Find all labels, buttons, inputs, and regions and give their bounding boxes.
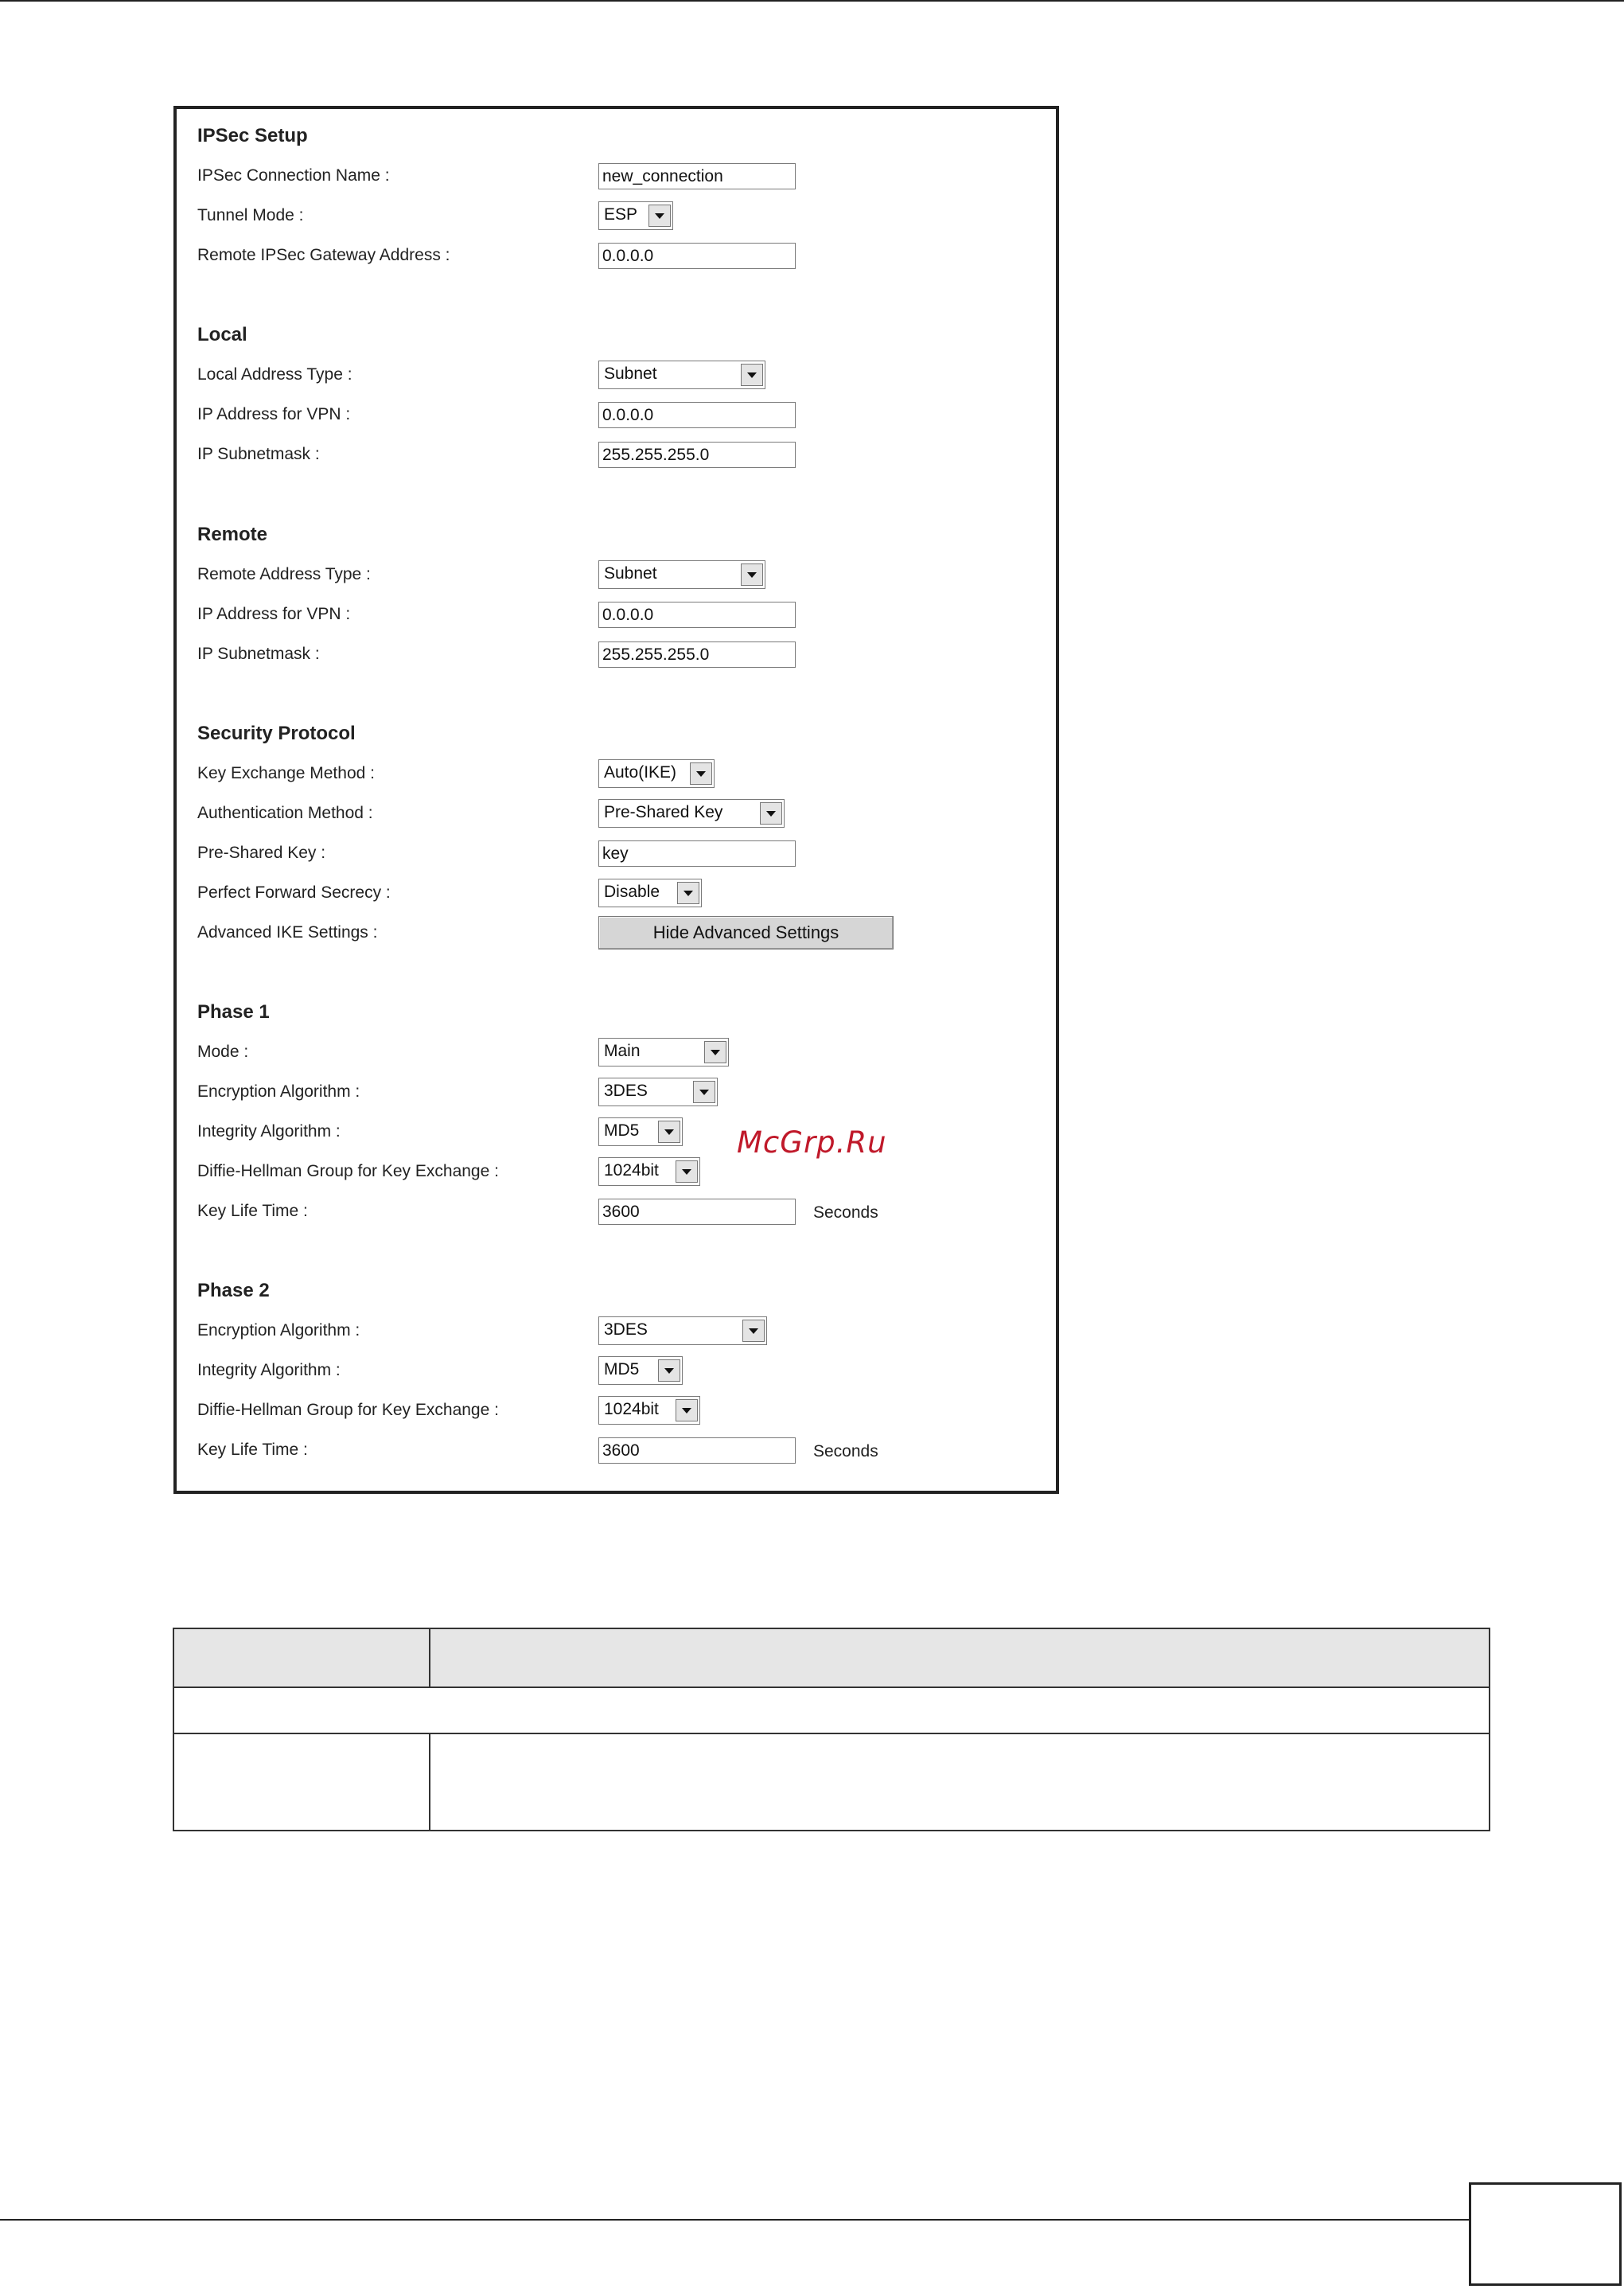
table-cell (430, 1733, 1490, 1831)
remote-address-type-select[interactable] (598, 560, 765, 589)
key-exchange-select[interactable] (598, 759, 715, 788)
gateway-address-label: Remote IPSec Gateway Address : (197, 246, 450, 264)
phase1-encryption-value: 3DES (604, 1082, 648, 1100)
phase1-key-life-input[interactable]: 3600 (598, 1199, 796, 1225)
phase1-integrity-select[interactable] (598, 1117, 683, 1146)
chevron-down-icon (676, 1160, 698, 1183)
remote-mask-input[interactable]: 255.255.255.0 (598, 641, 796, 668)
section-title-phase1: Phase 1 (197, 1001, 270, 1023)
chevron-down-icon (704, 1041, 726, 1063)
phase1-key-life-label: Key Life Time : (197, 1202, 308, 1220)
key-exchange-value: Auto(IKE) (604, 763, 677, 782)
phase1-mode-select[interactable] (598, 1038, 729, 1067)
phase1-dh-group-select[interactable] (598, 1157, 700, 1186)
phase1-integrity-label: Integrity Algorithm : (197, 1122, 341, 1141)
chevron-down-icon (760, 802, 782, 825)
phase2-integrity-select[interactable] (598, 1356, 683, 1385)
remote-mask-label: IP Subnetmask : (197, 645, 320, 663)
advanced-ike-label: Advanced IKE Settings : (197, 923, 378, 942)
ipsec-settings-panel (173, 106, 1059, 1494)
table-header-row (173, 1628, 1490, 1687)
phase1-encryption-select[interactable] (598, 1078, 718, 1106)
section-title-phase2: Phase 2 (197, 1280, 270, 1301)
phase1-mode-value: Main (604, 1042, 641, 1060)
local-mask-input[interactable]: 255.255.255.0 (598, 442, 796, 468)
phase2-key-life-label: Key Life Time : (197, 1441, 308, 1459)
chevron-down-icon (693, 1081, 715, 1103)
tunnel-mode-select[interactable] (598, 201, 673, 230)
phase2-key-life-unit: Seconds (813, 1442, 878, 1460)
gateway-address-input[interactable]: 0.0.0.0 (598, 243, 796, 269)
psk-input[interactable]: key (598, 840, 796, 867)
section-title-local: Local (197, 324, 247, 345)
table-cell (173, 1733, 430, 1831)
tunnel-mode-value: ESP (604, 205, 638, 224)
tunnel-mode-label: Tunnel Mode : (197, 206, 304, 224)
phase2-encryption-select[interactable] (598, 1316, 767, 1345)
phase2-dh-group-label: Diffie-Hellman Group for Key Exchange : (197, 1401, 499, 1419)
chevron-down-icon (648, 205, 671, 227)
page-number-box (1469, 2182, 1622, 2286)
table-header-cell (173, 1628, 430, 1687)
remote-ip-input[interactable]: 0.0.0.0 (598, 602, 796, 628)
hide-advanced-settings-button[interactable]: Hide Advanced Settings (598, 916, 894, 950)
phase1-key-life-unit: Seconds (813, 1203, 878, 1222)
chevron-down-icon (690, 762, 712, 785)
phase1-encryption-label: Encryption Algorithm : (197, 1082, 360, 1101)
local-address-type-label: Local Address Type : (197, 365, 352, 384)
psk-label: Pre-Shared Key : (197, 844, 326, 862)
chevron-down-icon (742, 1320, 765, 1342)
local-address-type-value: Subnet (604, 365, 657, 383)
phase2-dh-group-select[interactable] (598, 1396, 700, 1425)
pfs-label: Perfect Forward Secrecy : (197, 883, 391, 902)
chevron-down-icon (741, 563, 763, 586)
bottom-rule (0, 2219, 1469, 2221)
local-address-type-select[interactable] (598, 361, 765, 389)
phase1-integrity-value: MD5 (604, 1121, 640, 1140)
connection-name-label: IPSec Connection Name : (197, 166, 390, 185)
local-mask-label: IP Subnetmask : (197, 445, 320, 463)
top-rule (0, 0, 1624, 2)
chevron-down-icon (676, 1399, 698, 1421)
chevron-down-icon (658, 1359, 680, 1382)
table-row (173, 1733, 1490, 1831)
phase2-encryption-label: Encryption Algorithm : (197, 1321, 360, 1339)
local-ip-input[interactable]: 0.0.0.0 (598, 402, 796, 428)
phase1-dh-group-value: 1024bit (604, 1161, 659, 1180)
phase2-integrity-value: MD5 (604, 1360, 640, 1378)
section-title-ipsec-setup: IPSec Setup (197, 125, 308, 146)
auth-method-value: Pre-Shared Key (604, 803, 723, 821)
chevron-down-icon (677, 882, 699, 904)
pfs-select[interactable] (598, 879, 702, 907)
table-cell (173, 1687, 1490, 1733)
chevron-down-icon (658, 1121, 680, 1143)
chevron-down-icon (741, 364, 763, 386)
watermark: McGrp.Ru (737, 1125, 887, 1160)
key-exchange-label: Key Exchange Method : (197, 764, 375, 782)
phase2-encryption-value: 3DES (604, 1320, 648, 1339)
phase2-key-life-input[interactable]: 3600 (598, 1437, 796, 1464)
connection-name-input[interactable]: new_connection (598, 163, 796, 189)
auth-method-select[interactable] (598, 799, 785, 828)
remote-address-type-label: Remote Address Type : (197, 565, 371, 583)
auth-method-label: Authentication Method : (197, 804, 373, 822)
local-ip-label: IP Address for VPN : (197, 405, 351, 423)
phase2-integrity-label: Integrity Algorithm : (197, 1361, 341, 1379)
section-title-remote: Remote (197, 524, 268, 545)
phase1-dh-group-label: Diffie-Hellman Group for Key Exchange : (197, 1162, 499, 1180)
pfs-value: Disable (604, 883, 660, 901)
table-header-cell (430, 1628, 1490, 1687)
section-title-security-protocol: Security Protocol (197, 723, 356, 744)
phase1-mode-label: Mode : (197, 1043, 249, 1061)
remote-ip-label: IP Address for VPN : (197, 605, 351, 623)
phase2-dh-group-value: 1024bit (604, 1400, 659, 1418)
remote-address-type-value: Subnet (604, 564, 657, 583)
description-table (173, 1628, 1490, 1831)
table-row (173, 1687, 1490, 1733)
